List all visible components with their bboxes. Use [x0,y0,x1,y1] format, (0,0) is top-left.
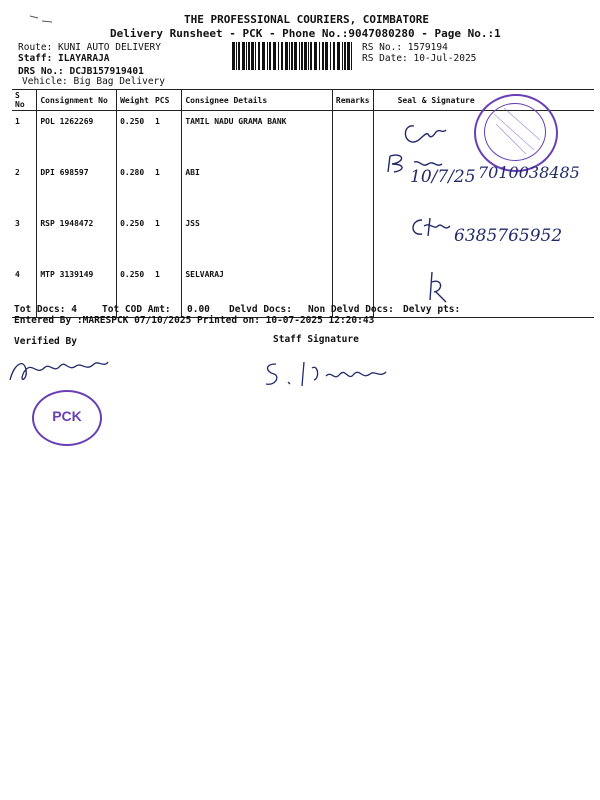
cell-consignee: JSS [182,213,333,264]
staff-signature-label: Staff Signature [273,334,359,345]
cell-sno: 4 [12,264,37,318]
cell-consignment: RSP 1948472 [37,213,117,264]
company-title: THE PROFESSIONAL COURIERS, COIMBATORE [184,13,430,26]
rs-number: RS No.: 1579194 [362,42,448,53]
barcode-bar [232,42,235,70]
cell-weight: 0.250 [117,213,152,264]
cell-consignee: TAMIL NADU GRAMA BANK [182,111,333,163]
staff-signature-mark [262,358,392,390]
col-header-pcs: PCS [152,90,182,111]
handwritten-date: 10/7/25 [410,167,476,187]
cell-pcs: 1 [152,264,182,318]
barcode-bar [238,42,240,70]
barcode-bar [258,42,260,70]
barcode-bar [236,42,237,70]
barcode-bar [291,42,293,70]
verifier-signature [4,350,116,390]
pck-stamp-text: PCK [52,408,82,424]
barcode-bar [337,42,340,70]
barcode-bar [281,42,283,70]
scratch-mark [28,12,58,26]
col-header-consignment: Consignment No [37,90,117,111]
total-cod-label: Tot COD Amt: [102,304,171,315]
runsheet-subtitle: Delivery Runsheet - PCK - Phone No.:9047080280 - Page No.:1 [110,27,501,40]
cell-remarks [332,213,373,264]
cell-remarks [332,111,373,163]
barcode-bar [278,42,279,70]
barcode [232,42,356,70]
cell-consignment: MTP 3139149 [37,264,117,318]
barcode-bar [319,42,320,70]
barcode-bar [267,42,268,70]
printed-on: Printed on: 10-07-2025 12:20:43 [197,315,375,326]
pck-office-stamp [32,390,102,446]
barcode-bar [322,42,324,70]
barcode-bar [308,42,309,70]
col-header-seal: Seal & Signature [373,90,594,111]
route-label: Route: KUNI AUTO DELIVERY [18,42,161,53]
barcode-bar [246,42,247,70]
handwritten-phone-row3: 6385765952 [454,226,563,246]
barcode-bar [325,42,328,70]
cell-consignment: DPI 698597 [37,162,117,213]
cell-consignment: POL 1262269 [37,111,117,163]
cell-sno: 3 [15,219,20,228]
cell-pcs: 1 [154,117,160,126]
drs-number: DRS No.: DCJB157919401 [18,66,144,77]
barcode-bar [299,42,300,70]
barcode-bar [347,42,350,70]
cell-weight: 0.250 [117,264,152,318]
barcode-bar [310,42,312,70]
table-row [12,264,594,318]
cell-consignee: ABI [182,162,333,213]
cell-sno: 2 [15,168,20,177]
barcode-bar [342,42,343,70]
bank-seal-stamp [474,94,558,172]
verified-by-label: Verified By [14,336,77,347]
barcode-bar [289,42,290,70]
cell-pcs: 1 [154,168,160,177]
col-header-remarks: Remarks [332,90,373,111]
barcode-bar [285,42,288,70]
vehicle-label: Vehicle: Big Bag Delivery [22,76,165,87]
barcode-bar [333,42,335,70]
cell-pcs: 1 [154,219,160,228]
barcode-bar [351,42,352,70]
barcode-bar [248,42,250,70]
col-header-consignee: Consignee Details [182,90,333,111]
barcode-bar [330,42,331,70]
barcode-bar [273,42,276,70]
barcode-bar [255,42,256,70]
barcode-bar [251,42,254,70]
non-delivered-docs: Non Delvd Docs: [308,304,394,315]
total-cod-value: 0.00 [187,304,210,315]
barcode-bar [262,42,265,70]
barcode-bar [314,42,317,70]
cell-weight: 0.280 [117,162,152,213]
cell-remarks [332,162,373,213]
handwritten-phone-row2: 7010038485 [478,163,580,182]
cell-weight: 0.250 [117,111,152,163]
entered-by: Entered By :MARESPCK 07/10/2025 [14,315,192,326]
delivered-docs: Delvd Docs: [229,304,292,315]
barcode-bar [242,42,245,70]
cell-consignee: SELVARAJ [182,264,333,318]
staff-label: Staff: ILAYARAJA [18,53,110,64]
col-header-sno: S No [12,90,37,111]
barcode-bar [294,42,297,70]
barcode-bar [301,42,303,70]
barcode-bar [269,42,271,70]
signature-row3 [408,216,458,242]
barcode-bar [344,42,346,70]
col-header-weight: Weight [117,90,152,111]
total-docs: Tot Docs: 4 [14,304,77,315]
signature-row4 [424,268,454,304]
delivery-points: Delvy pts: [403,304,461,315]
barcode-bar [304,42,307,70]
rs-date: RS Date: 10-Jul-2025 [362,53,477,64]
cell-sno: 1 [15,117,20,126]
signature-row1 [400,118,450,148]
